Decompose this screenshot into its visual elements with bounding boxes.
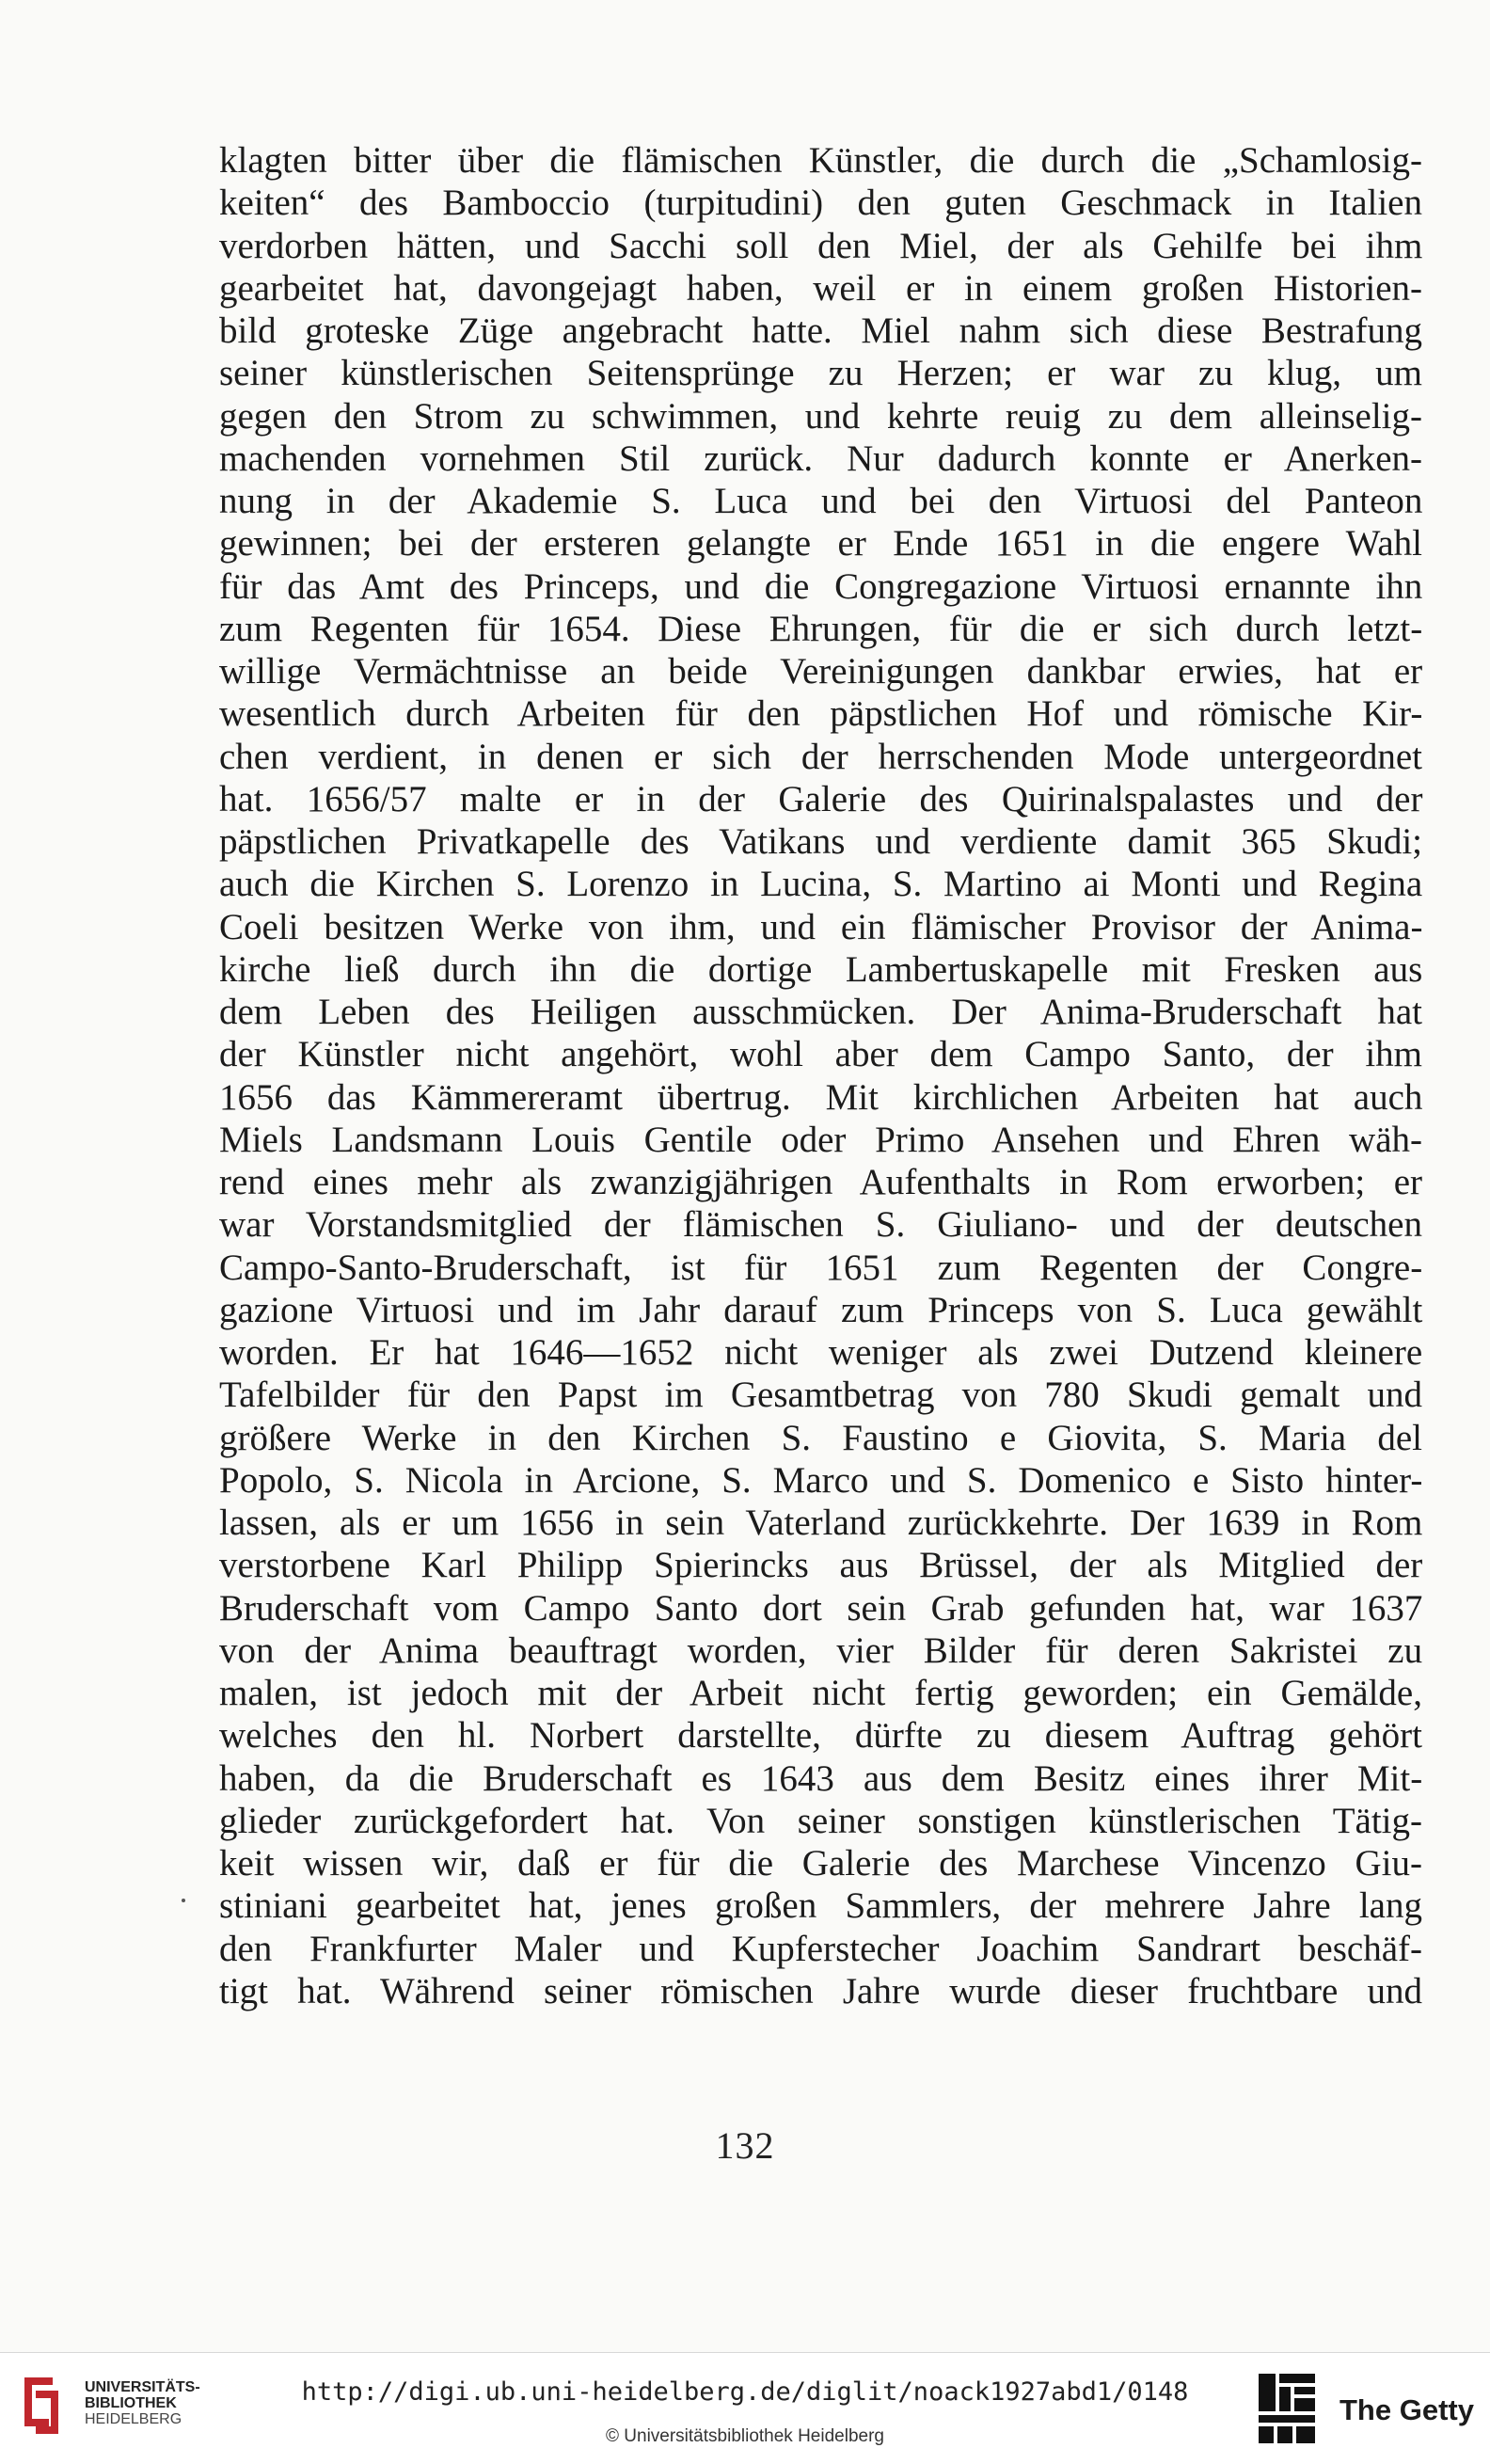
text-line: der Künstler nicht angehört, wohl aber dem Campo Santo, der ihm: [219, 1034, 1422, 1075]
text-line: bild groteske Züge angebracht hatte. Miel nahm sich diese Bestrafung: [219, 310, 1422, 351]
text-line: chen verdient, in denen er sich der herrschenden Mode untergeordnet: [219, 736, 1423, 777]
text-line: stiniani gearbeitet hat, jenes großen Sammlers, der mehrere Jahre lang: [219, 1885, 1422, 1927]
copyright-notice: © Universitätsbibliothek Heidelberg: [606, 2426, 884, 2446]
page-number: 132: [715, 2124, 775, 2167]
text-line: gazione Virtuosi und im Jahr darauf zum Princeps von S. Luca gewählt: [219, 1289, 1423, 1330]
text-line: Bruderschaft vom Campo Santo dort sein Grab gefunden hat, war 1637: [219, 1587, 1423, 1629]
getty-logo-icon: [1255, 2370, 1319, 2447]
text-line: verstorbene Karl Philipp Spierincks aus Brüssel, der als Mitglied der: [219, 1545, 1423, 1586]
partner-name: The Getty: [1339, 2393, 1474, 2426]
text-line: wesentlich durch Arbeiten für den päpstlichen Hof und römische Kir-: [219, 693, 1423, 735]
text-line: Campo-Santo-Bruderschaft, ist für 1651 zum Regenten der Congre-: [219, 1247, 1423, 1288]
text-line: nung in der Akademie S. Luca und bei den Virtuosi del Panteon: [219, 481, 1423, 521]
text-line: von der Anima beauftragt worden, vier Bilder für deren Sakristei zu: [219, 1629, 1423, 1671]
text-line: auch die Kirchen S. Lorenzo in Lucina, S. Martino ai Monti und Regina: [219, 864, 1423, 905]
text-line: verdorben hätten, und Sacchi soll den Miel, der als Gehilfe bei ihm: [219, 225, 1423, 266]
text-line: welches den hl. Norbert darstellte, dürfte zu diesem Auftrag gehört: [219, 1715, 1422, 1757]
text-line: malen, ist jedoch mit der Arbeit nicht fertig geworden; ein Gemälde,: [219, 1673, 1422, 1713]
text-line: Tafelbilder für den Papst im Gesamtbetrag von 780 Skudi gemalt und: [219, 1375, 1422, 1416]
institution-line-3: HEIDELBERG: [85, 2411, 182, 2427]
text-line: hat. 1656/57 malte er in der Galerie des Quirinalspalastes und der: [219, 778, 1423, 819]
text-line: worden. Er hat 1646—1652 nicht weniger als zwei Dutzend kleinere: [219, 1332, 1423, 1373]
text-line: seiner künstlerischen Seitensprünge zu Herzen; er war zu klug, um: [219, 353, 1422, 394]
text-line: rend eines mehr als zwanzigjährigen Aufenthalts in Rom erworben; er: [219, 1162, 1422, 1202]
text-line: war Vorstandsmitglied der flämischen S. Giuliano- und der deutschen: [219, 1204, 1422, 1246]
institution-line-1: UNIVERSITÄTS-: [85, 2379, 200, 2395]
text-line: keiten“ des Bamboccio (turpitudini) den guten Geschmack in Italien: [219, 183, 1422, 224]
text-line: Popolo, S. Nicola in Arcione, S. Marco und S. Domenico e Sisto hinter-: [219, 1459, 1423, 1501]
text-line: klagten bitter über die flämischen Künstler, die durch die „Schamlosig-: [219, 140, 1422, 181]
text-line: haben, da die Bruderschaft es 1643 aus dem Besitz eines ihrer Mit-: [219, 1757, 1423, 1799]
text-line: Coeli besitzen Werke von ihm, und ein flämischer Provisor der Anima-: [219, 906, 1423, 947]
text-line: kirche ließ durch ihn die dortige Lambertuskapelle mit Fresken aus: [219, 948, 1423, 990]
text-line: zum Regenten für 1654. Diese Ehrungen, für die er sich durch letzt-: [219, 608, 1423, 649]
margin-mark: [182, 1899, 185, 1902]
text-line: Miels Landsmann Louis Gentile oder Primo Ansehen und Ehren wäh-: [219, 1119, 1422, 1160]
text-line: päpstlichen Privatkapelle des Vatikans und verdiente damit 365 Skudi;: [219, 821, 1422, 862]
text-line: gearbeitet hat, davongejagt haben, weil er in einem großen Historien-: [219, 267, 1422, 309]
text-line: glieder zurückgefordert hat. Von seiner sonstigen künstlerischen Tätig-: [219, 1800, 1422, 1841]
text-line: machenden vornehmen Stil zurück. Nur dadurch konnte er Anerken-: [219, 437, 1422, 479]
permalink-url[interactable]: http://digi.ub.uni-heidelberg.de/diglit/noack1927abd1/0148: [301, 2377, 1189, 2407]
text-line: 1656 das Kämmereramt übertrug. Mit kirchlichen Arbeiten hat auch: [219, 1076, 1423, 1118]
text-line: für das Amt des Princeps, und die Congregazione Virtuosi ernannte ihn: [219, 565, 1423, 607]
text-line: gegen den Strom zu schwimmen, und kehrte reuig zu dem alleinselig-: [219, 395, 1422, 437]
text-line: tigt hat. Während seiner römischen Jahre wurde dieser fruchtbare und: [219, 1970, 1422, 2011]
text-line: größere Werke in den Kirchen S. Faustino e Giovita, S. Maria del: [219, 1417, 1422, 1458]
text-line: lassen, als er um 1656 in sein Vaterland zurückkehrte. Der 1639 in Rom: [219, 1502, 1423, 1543]
text-line: keit wissen wir, daß er für die Galerie des Marchese Vincenzo Giu-: [219, 1843, 1422, 1884]
text-line: willige Vermächtnisse an beide Vereinigungen dankbar erwies, hat er: [219, 651, 1423, 692]
text-line: dem Leben des Heiligen ausschmücken. Der Anima-Bruderschaft hat: [219, 992, 1422, 1032]
text-line: den Frankfurter Maler und Kupferstecher Joachim Sandrart beschäf-: [219, 1928, 1422, 1969]
body-text: [219, 139, 1422, 2012]
viewer-footer: [0, 2352, 1490, 2464]
institution-line-2: BIBLIOTHEK: [85, 2395, 177, 2411]
text-line: gewinnen; bei der ersteren gelangte er Ende 1651 in die engere Wahl: [219, 523, 1422, 564]
